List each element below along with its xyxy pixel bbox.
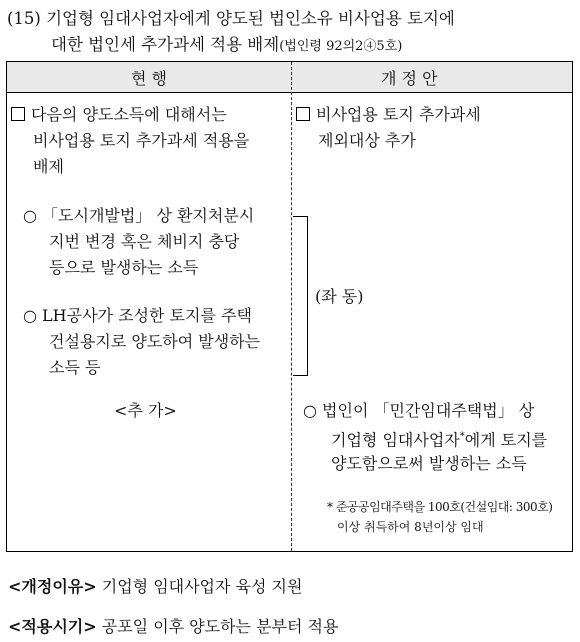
checkbox-square-icon [296, 107, 310, 121]
current-sub-2-line2: 건설용지로 양도하여 발생하는 [49, 332, 261, 351]
revised-new-line2 [331, 424, 547, 453]
revised-new-line3: 양도함으로써 발생하는 소득 [331, 454, 527, 473]
revised-item-1-line2: 제외대상 추가 [318, 131, 416, 150]
reason-label: <개정이유> [8, 577, 97, 596]
current-sub-1-line1: ○ 「도시개발법」 상 환지처분시 [23, 206, 255, 225]
title-reference: (법인령 92의2④5호) [279, 39, 403, 54]
effective-line [8, 614, 338, 637]
revised-new-line1: ○ 법인이 「민간임대주택법」 상 [303, 401, 535, 420]
column-divider [291, 62, 292, 551]
effective-text: 공포일 이후 양도하는 분부터 적용 [101, 617, 339, 636]
revised-same: (좌 동) [315, 287, 364, 306]
revised-item-1-text: 비사업용 토지 추가과세 [316, 105, 481, 124]
footnote-line1: * 준공공임대주택을 100호(건설임대: 300호) [327, 500, 553, 514]
header-current: 현 행 [131, 69, 167, 88]
checkbox-square-icon [11, 107, 25, 121]
current-item-1 [11, 102, 289, 128]
title-main: 대한 법인세 추가과세 적용 배제 [51, 35, 280, 54]
current-sub-2-line3: 소득 등 [49, 358, 101, 377]
title-line-2 [7, 32, 455, 60]
revised-new-text-a: 기업형 임대사업자 [331, 430, 460, 450]
current-item-1-line3: 배제 [33, 157, 64, 176]
bracket [293, 216, 308, 376]
current-item-1-line2: 비사업용 토지 추가과세 적용을 [33, 131, 250, 150]
table-header [7, 62, 572, 93]
section-title [7, 6, 455, 60]
current-sub-1-line3: 등으로 발생하는 소득 [49, 258, 199, 277]
revised-new-text-b: 에게 토지를 [464, 430, 548, 450]
effective-label: <적용시기> [8, 617, 97, 636]
current-sub-2-line1: ○ LH공사가 조성한 토지를 주택 [23, 306, 252, 325]
title-line-1: (15) 기업형 임대사업자에게 양도된 법인소유 비사업용 토지에 [7, 9, 455, 28]
reason-text: 기업형 임대사업자 육성 지원 [101, 577, 303, 596]
comparison-table [6, 61, 573, 552]
current-sub-1-line2: 지번 변경 혹은 체비지 충당 [49, 232, 240, 251]
revised-item-1 [296, 102, 481, 128]
header-revised: 개 정 안 [381, 69, 438, 88]
current-item-1-text: 다음의 양도소득에 대해서는 [31, 105, 227, 124]
footnote-marker: * [459, 431, 465, 442]
reason-line [8, 574, 302, 597]
current-added: <추 가> [114, 401, 177, 420]
footnote-line2: 이상 취득하여 8년이상 임대 [337, 520, 484, 534]
